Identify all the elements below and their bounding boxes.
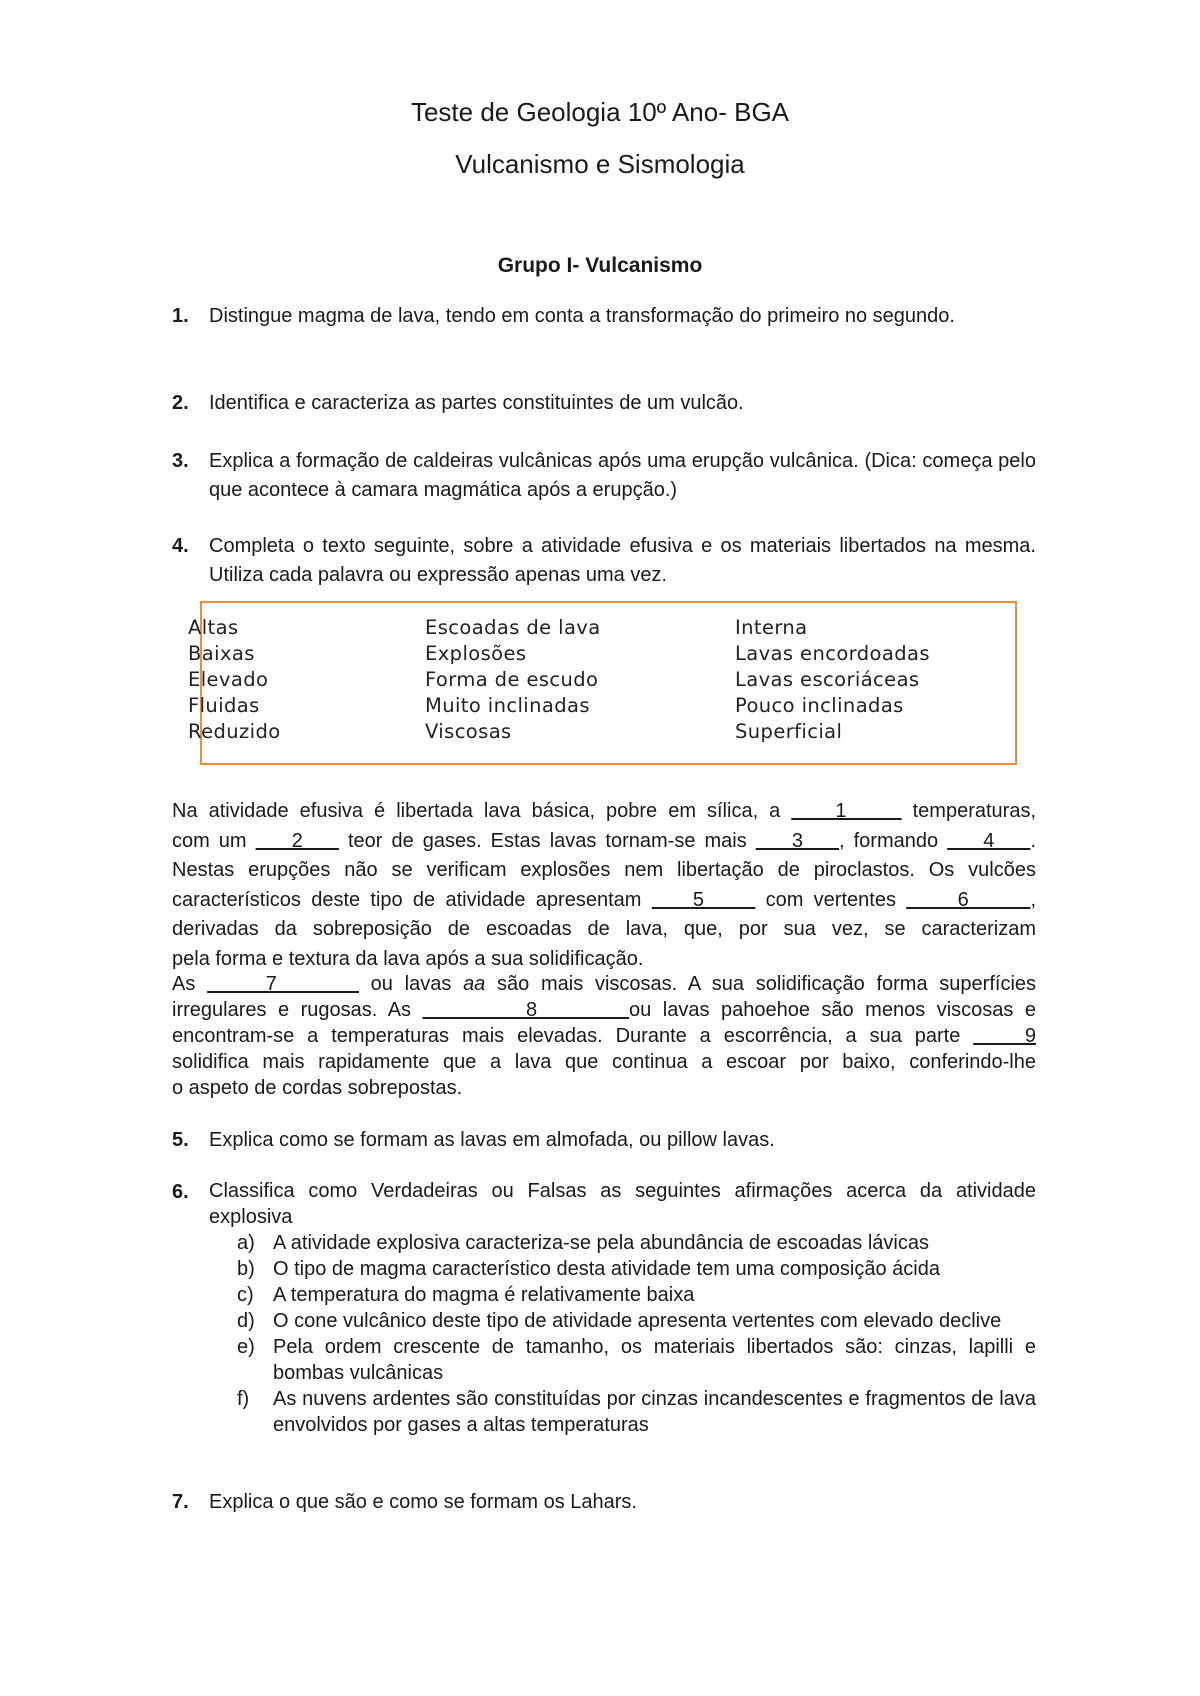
paragraph-line: Nestas erupções não se verificam explosões nem libertação de piroclastos. Os vulcões <box>172 859 1036 882</box>
word-bank-item: Elevado <box>188 668 269 691</box>
word-bank-item: Escoadas de lava <box>425 616 601 639</box>
word-bank-item: Lavas encordoadas <box>735 642 930 665</box>
text-segment: aa <box>463 973 486 995</box>
text-segment: . <box>1030 829 1037 852</box>
question-number: 3. <box>172 450 189 472</box>
statement-letter: a) <box>237 1232 255 1254</box>
word-bank-item: Lavas escoriáceas <box>735 668 920 691</box>
question-text: Explica o que são e como se formam os Lahars. <box>209 1491 637 1513</box>
blank-5: 5 <box>651 888 756 911</box>
statement-letter: f) <box>237 1388 250 1410</box>
page-title: Teste de Geologia 10º Ano- BGA <box>410 97 790 127</box>
word-bank-item: Altas <box>188 616 239 639</box>
word-bank-item: Forma de escudo <box>425 668 599 691</box>
statement-text: Pela ordem crescente de tamanho, os materiais libertados são: cinzas, lapilli e bombas vulcânicas <box>273 1336 1036 1384</box>
text-segment: encontram-se a temperaturas mais elevadas. Durante a escorrência, a sua parte <box>172 1025 974 1047</box>
question-2 <box>172 389 1036 418</box>
text-segment: com um <box>172 829 256 852</box>
statement-item <box>209 1282 1036 1308</box>
question-4 <box>172 532 1036 590</box>
statement-item <box>209 1308 1036 1334</box>
blank-7: 7 <box>207 973 359 995</box>
word-bank-item: Pouco inclinadas <box>735 694 904 717</box>
question-5 <box>172 1126 1036 1155</box>
paragraph-line: solidifica mais rapidamente que a lava que continua a escoar por baixo, conferindo-lhe <box>172 1051 1036 1073</box>
paragraph-line: derivadas da sobreposição de escoadas de lava, que, por sua vez, se caracterizam <box>172 918 1036 941</box>
question-text: Completa o texto seguinte, sobre a atividade efusiva e os materiais libertados na mesma. Utiliza cada palavra ou expressão apenas uma vez. <box>209 535 1036 586</box>
word-bank-item: Reduzido <box>188 720 281 743</box>
question-7 <box>172 1488 1036 1517</box>
paragraph-line <box>172 886 1036 916</box>
paragraph-line <box>172 971 1036 997</box>
word-bank-item: Explosões <box>425 642 527 665</box>
statement-text: A temperatura do magma é relativamente baixa <box>273 1284 695 1306</box>
text-segment: Na atividade efusiva é libertada lava básica, pobre em sílica, a <box>172 800 792 822</box>
statement-text: O cone vulcânico deste tipo de atividade apresenta vertentes com elevado declive <box>273 1310 1002 1332</box>
text-segment: são mais viscosas. A sua solidificação forma superfícies <box>485 973 1037 995</box>
blank-2: 2 <box>255 829 339 852</box>
word-bank-item: Viscosas <box>425 720 512 743</box>
blank-6: 6 <box>906 888 1031 911</box>
paragraph-line: pela forma e textura da lava após a sua solidificação. <box>172 947 644 970</box>
text-segment: com vertentes <box>755 888 907 911</box>
question-number: 7. <box>172 1491 189 1513</box>
paragraph-line: o aspeto de cordas sobrepostas. <box>172 1077 463 1099</box>
question-text: Explica a formação de caldeiras vulcânicas após uma erupção vulcânica. (Dica: começa pelo que acontece à camara magmática após a erupção.) <box>209 450 1036 501</box>
question-1 <box>172 302 1036 331</box>
word-bank-column-2 <box>425 615 601 745</box>
text-segment: teor de gases. Estas lavas tornam-se mais <box>338 829 756 852</box>
page-subtitle: Vulcanismo e Sismologia <box>455 149 745 179</box>
text-segment: irregulares e rugosas. As <box>172 999 423 1021</box>
statement-item <box>209 1386 1036 1438</box>
question-number: 2. <box>172 392 189 414</box>
group-heading: Grupo I- Vulcanismo <box>497 254 703 277</box>
question-3 <box>172 447 1036 505</box>
statement-letter: e) <box>237 1336 255 1358</box>
statement-text: O tipo de magma característico desta atividade tem uma composição ácida <box>273 1258 940 1280</box>
word-bank-item: Baixas <box>188 642 255 665</box>
blank-9: 9 <box>973 1025 1036 1047</box>
question-text: Identifica e caracteriza as partes constituintes de um vulcão. <box>209 392 744 414</box>
text-segment: característicos deste tipo de atividade apresentam <box>172 888 652 911</box>
blank-3: 3 <box>755 829 840 852</box>
statement-letter: c) <box>237 1284 254 1306</box>
text-segment: ou lavas pahoehoe são menos viscosas e <box>629 999 1036 1021</box>
text-segment: temperaturas, <box>901 800 1037 822</box>
fill-in-paragraph-1 <box>172 797 1036 975</box>
statement-text: A atividade explosiva caracteriza-se pela abundância de escoadas lávicas <box>273 1232 929 1254</box>
question-number: 4. <box>172 535 189 557</box>
question-text: Distingue magma de lava, tendo em conta a transformação do primeiro no segundo. <box>209 305 955 327</box>
word-bank-item: Fluidas <box>188 694 260 717</box>
word-bank-item: Superficial <box>735 720 843 743</box>
statement-letter: b) <box>237 1258 255 1280</box>
statement-letter: d) <box>237 1310 255 1332</box>
statement-item <box>209 1230 1036 1256</box>
question-number: 6. <box>172 1181 189 1203</box>
word-bank-item: Muito inclinadas <box>425 694 590 717</box>
text-segment: , formando <box>839 829 948 852</box>
statement-list <box>209 1230 1036 1438</box>
question-number: 5. <box>172 1129 189 1151</box>
text-segment: As <box>172 973 208 995</box>
question-text: Classifica como Verdadeiras ou Falsas as seguintes afirmações acerca da atividade explosiva <box>209 1180 1036 1228</box>
text-segment: ou lavas <box>358 973 464 995</box>
blank-4: 4 <box>947 829 1031 852</box>
word-bank-column-3 <box>735 615 930 745</box>
question-6 <box>172 1178 1036 1438</box>
statement-item <box>209 1334 1036 1386</box>
blank-8: 8 <box>422 999 630 1021</box>
paragraph-line <box>172 797 1036 827</box>
statement-item <box>209 1256 1036 1282</box>
question-text: Explica como se formam as lavas em almofada, ou pillow lavas. <box>209 1129 775 1151</box>
paragraph-line <box>172 827 1036 857</box>
paragraph-line <box>172 997 1036 1023</box>
statement-text: As nuvens ardentes são constituídas por cinzas incandescentes e fragmentos de lava envolvidos por gases a altas temperaturas <box>273 1388 1036 1436</box>
text-segment: , <box>1030 888 1036 911</box>
word-bank-item: Interna <box>735 616 808 639</box>
word-bank-column-1 <box>188 615 281 745</box>
blank-1: 1 <box>791 800 902 822</box>
question-number: 1. <box>172 305 189 327</box>
fill-in-paragraph-2 <box>172 971 1036 1101</box>
paragraph-line <box>172 1023 1036 1049</box>
